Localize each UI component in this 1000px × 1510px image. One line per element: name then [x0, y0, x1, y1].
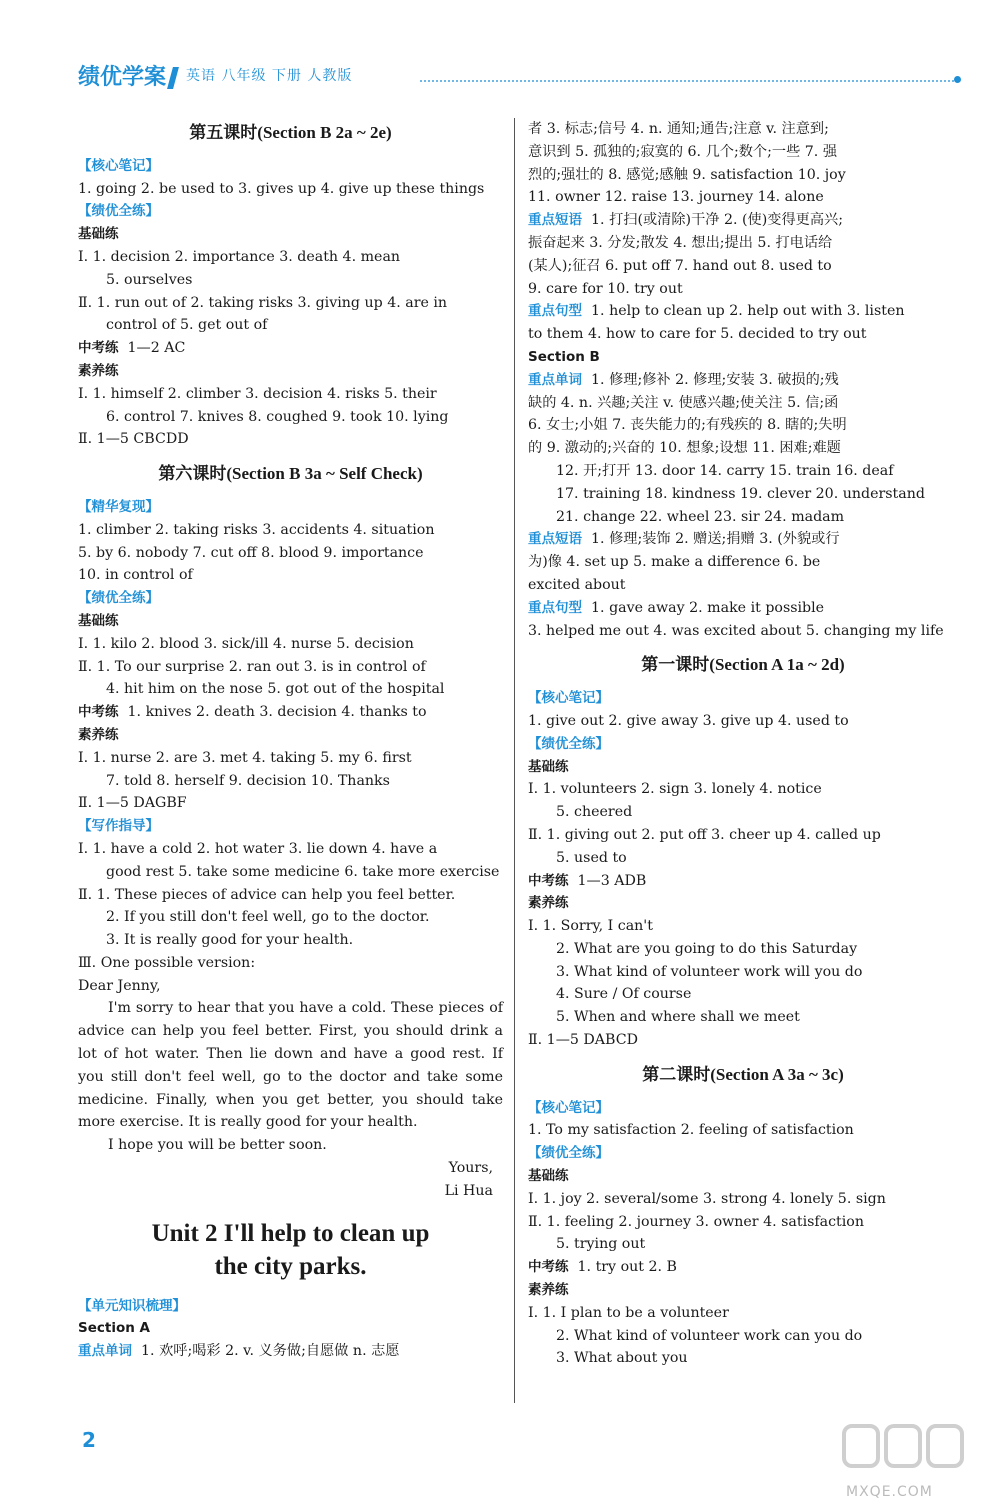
answer-line: 10. in control of — [78, 567, 193, 584]
answer-line: 1—2 AC — [127, 340, 186, 357]
answer-line: (某人);征召 6. put off 7. hand out 8. used to — [528, 257, 832, 274]
subsection-label: Section B — [528, 348, 600, 365]
answer-line: Ⅰ. 1. volunteers 2. sign 3. lonely 4. notice — [528, 781, 822, 798]
answer-line: Ⅰ. 1. nurse 2. are 3. met 4. taking 5. my 6. first — [78, 749, 412, 766]
header-dot — [954, 76, 961, 83]
answer-line: 1. To my satisfaction 2. feeling of satisfaction — [528, 1122, 854, 1139]
letter-closing-line: I hope you will be better soon. — [108, 1137, 327, 1154]
section-tag: 【写作指导】 — [78, 818, 159, 835]
subsection-label: 基础练 — [78, 226, 119, 243]
watermark-text: MXQE.COM — [846, 1484, 933, 1500]
letter-greeting: Dear Jenny, — [78, 977, 161, 994]
answer-line: 1. gave away 2. make it possible — [591, 599, 825, 616]
answer-line: 为)像 4. set up 5. make a difference 6. be — [528, 554, 821, 571]
section-tag: 【绩优全练】 — [528, 735, 609, 752]
answer-line: 1. 打扫(或清除)干净 2. (使)变得更高兴; — [591, 212, 843, 229]
answer-line: control of 5. get out of — [106, 317, 268, 334]
answer-line: 9. care for 10. try out — [528, 280, 683, 297]
answer-line: 3. It is really good for your health. — [106, 932, 354, 949]
answer-line: 烈的;强壮的 8. 感觉;感触 9. satisfaction 10. joy — [528, 166, 846, 183]
page-header — [78, 60, 958, 94]
answer-line: Ⅰ. 1. himself 2. climber 3. decision 4. risks 5. their — [78, 385, 437, 402]
section-tag: 【单元知识梳理】 — [78, 1297, 186, 1314]
answer-line: 11. owner 12. raise 13. journey 14. alone — [528, 189, 824, 206]
answer-line: 5. used to — [556, 849, 627, 866]
letter-signoff: Yours, — [448, 1160, 493, 1177]
lesson-title: 第一课时(Section A 1a ~ 2d) — [641, 655, 845, 675]
section-tag: 重点短语 — [528, 212, 582, 229]
answer-line: Ⅰ. 1. I plan to be a volunteer — [528, 1304, 729, 1321]
subsection-label: 素养练 — [78, 362, 119, 379]
answer-line: 21. change 22. wheel 23. sir 24. madam — [556, 508, 845, 525]
section-tag: 【核心笔记】 — [528, 690, 609, 707]
answer-line: Ⅰ. 1. decision 2. importance 3. death 4. mean — [78, 248, 401, 265]
answer-line: Ⅰ. 1. Sorry, I can't — [528, 918, 653, 935]
answer-line: 5. When and where shall we meet — [556, 1009, 800, 1026]
header-dotted-rule — [420, 80, 954, 82]
answer-line: 者 3. 标志;信号 4. n. 通知;通告;注意 v. 注意到; — [528, 121, 829, 137]
answer-line: to them 4. how to care for 5. decided to try out — [528, 326, 867, 343]
answer-line: 2. What kind of volunteer work can you do — [556, 1327, 863, 1344]
section-tag: 重点句型 — [528, 599, 582, 616]
answer-line: 5. by 6. nobody 7. cut off 8. blood 9. importance — [78, 544, 424, 561]
subsection-label: 中考练 — [528, 872, 569, 889]
answer-line: 1. knives 2. death 3. decision 4. thanks to — [127, 704, 427, 721]
section-tag: 【绩优全练】 — [78, 203, 159, 220]
section-tag: 【精华复现】 — [78, 498, 159, 515]
page-number: 2 — [82, 1428, 96, 1452]
answer-line: Ⅱ. 1. To our surprise 2. ran out 3. is in control of — [78, 658, 426, 675]
section-tag: 重点单词 — [528, 371, 582, 388]
left-column — [78, 118, 503, 1363]
right-column — [528, 118, 958, 1370]
answer-line: Ⅱ. 1. feeling 2. journey 3. owner 4. satisfaction — [528, 1213, 864, 1230]
subsection-label: 素养练 — [528, 895, 569, 912]
answer-line: 5. ourselves — [106, 271, 193, 288]
answer-line: Ⅱ. 1—5 DAGBF — [78, 795, 187, 812]
letter-signature: Li Hua — [444, 1182, 493, 1199]
lesson-title: 第五课时(Section B 2a ~ 2e) — [189, 123, 392, 142]
answer-line: Ⅰ. 1. kilo 2. blood 3. sick/ill 4. nurse 5. decision — [78, 635, 414, 652]
answer-line: 3. helped me out 4. was excited about 5. changing my life — [528, 622, 944, 639]
subsection-label: Section A — [78, 1320, 150, 1337]
section-tag: 【绩优全练】 — [78, 590, 159, 607]
answer-line: 1. climber 2. taking risks 3. accidents 4. situation — [78, 521, 435, 538]
brand-logo: 绩优学案 — [78, 60, 176, 91]
answer-line: Ⅱ. 1. giving out 2. put off 3. cheer up 4. called up — [528, 826, 881, 843]
answer-line: 1. try out 2. B — [577, 1259, 677, 1276]
section-tag: 【核心笔记】 — [528, 1099, 609, 1116]
answer-line: 1. going 2. be used to 3. gives up 4. give up these things — [78, 180, 485, 197]
section-tag: 重点句型 — [528, 303, 582, 320]
answer-line: good rest 5. take some medicine 6. take more exercise — [106, 863, 500, 880]
answer-line: 5. cheered — [556, 804, 633, 821]
subsection-label: 素养练 — [528, 1282, 569, 1299]
answer-line: 5. trying out — [556, 1236, 646, 1253]
subsection-label: 中考练 — [78, 340, 119, 357]
answer-line: Ⅱ. 1—5 CBCDD — [78, 431, 189, 448]
letter-body: I'm sorry to hear that you have a cold. These pieces of advice can help you feel better. First, you should drink a lot of hot water. Then lie down and have a good rest. If you still don't feel well, go to the doctor and take some medicine. Finally, when you get better, you should take more exercise. It is really good for your health. — [78, 1000, 503, 1131]
answer-line: 1—3 ADB — [577, 872, 647, 889]
answer-line: 4. Sure / Of course — [556, 986, 692, 1003]
answer-line: 振奋起来 3. 分发;散发 4. 想出;提出 5. 打电话给 — [528, 234, 833, 251]
answer-line: 4. hit him on the nose 5. got out of the hospital — [106, 681, 445, 698]
answer-line: Ⅰ. 1. joy 2. several/some 3. strong 4. lonely 5. sign — [528, 1190, 886, 1207]
answer-line: 12. 开;打开 13. door 14. carry 15. train 16. deaf — [556, 462, 894, 479]
column-divider — [514, 118, 515, 1403]
lesson-title: 第二课时(Section A 3a ~ 3c) — [642, 1064, 844, 1084]
section-tag: 重点单词 — [78, 1343, 132, 1360]
answer-line: excited about — [528, 576, 626, 593]
answer-line: 2. What are you going to do this Saturday — [556, 940, 858, 957]
answer-line: 1. 修理;修补 2. 修理;安装 3. 破损的;残 — [591, 371, 839, 388]
answer-line: Ⅱ. 1—5 DABCD — [528, 1032, 638, 1049]
subsection-label: 素养练 — [78, 726, 119, 743]
answer-line: 7. told 8. herself 9. decision 10. Thanks — [106, 772, 390, 789]
answer-line: 的 9. 激动的;兴奋的 10. 想象;设想 11. 困难;难题 — [528, 440, 841, 457]
answer-line: 6. 女士;小姐 7. 丧失能力的;有残疾的 8. 瞎的;失明 — [528, 417, 847, 434]
section-tag: 【核心笔记】 — [78, 157, 159, 174]
answer-line: 1. help to clean up 2. help out with 3. listen — [591, 303, 905, 320]
lesson-title: 第六课时(Section B 3a ~ Self Check) — [158, 464, 423, 484]
answer-line: 6. control 7. knives 8. coughed 9. took 10. lying — [106, 408, 449, 425]
subsection-label: 中考练 — [528, 1259, 569, 1276]
answer-line: 2. If you still don't feel well, go to the doctor. — [106, 909, 430, 926]
answer-line: Ⅰ. 1. have a cold 2. hot water 3. lie down 4. have a — [78, 840, 438, 857]
subsection-label: 基础练 — [528, 758, 569, 775]
section-tag: 【绩优全练】 — [528, 1145, 609, 1162]
answer-line: 缺的 4. n. 兴趣;关注 v. 使感兴趣;使关注 5. 信;函 — [528, 394, 839, 411]
answer-line: Ⅱ. 1. run out of 2. taking risks 3. giving up 4. are in — [78, 294, 448, 311]
answer-line: Ⅱ. 1. These pieces of advice can help you feel better. — [78, 886, 456, 903]
answer-line: 1. give out 2. give away 3. give up 4. used to — [528, 712, 849, 729]
subsection-label: 基础练 — [528, 1168, 569, 1185]
unit-title: Unit 2 I'll help to clean up the city parks. — [151, 1219, 430, 1280]
answer-line: 3. What about you — [556, 1350, 688, 1367]
subsection-label: 中考练 — [78, 704, 119, 721]
book-subtitle: 英语 八年级 下册 人教版 — [186, 68, 353, 84]
answer-line: 意识到 5. 孤独的;寂寞的 6. 几个;数个;一些 7. 强 — [528, 143, 838, 160]
section-tag: 重点短语 — [528, 531, 582, 548]
subsection-label: 基础练 — [78, 612, 119, 629]
answer-line: 17. training 18. kindness 19. clever 20. understand — [556, 485, 925, 502]
answer-line: 1. 修理;装饰 2. 赠送;捐赠 3. (外貌或行 — [591, 531, 840, 548]
answer-line: Ⅲ. One possible version: — [78, 954, 256, 971]
answer-line: 1. 欢呼;喝彩 2. v. 义务做;自愿做 n. 志愿 — [141, 1343, 400, 1360]
answer-line: 3. What kind of volunteer work will you do — [556, 963, 863, 980]
